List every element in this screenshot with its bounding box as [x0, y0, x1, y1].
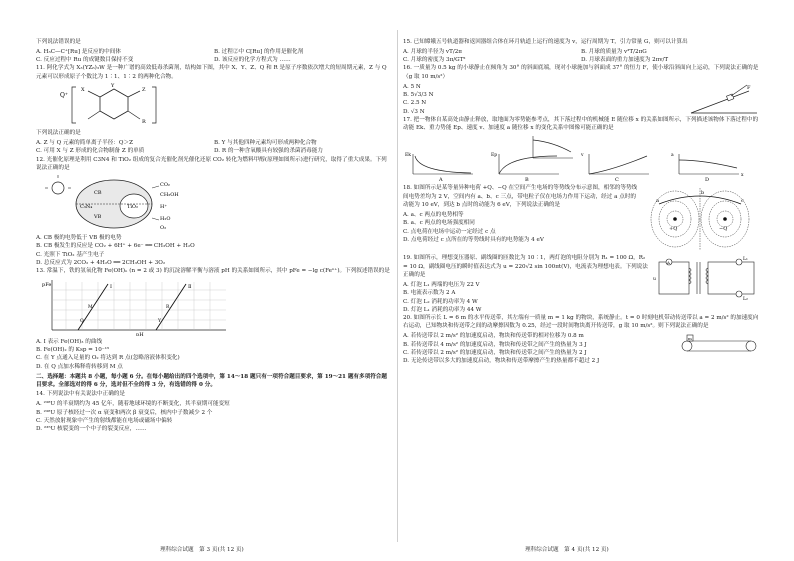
q15-option-b: B. 月球的质量为 v³T/2πG — [581, 48, 647, 55]
q20-option-a: A. 若传送带以 2 m/s² 的加速度启动，物块和传送带的相对位移为 0.8 m — [403, 333, 584, 340]
q17-y-d: a — [671, 153, 674, 159]
q13-stem: 13. 常温下，铁的氢氧化物 Fe(OH)ₙ (n = 2 或 3) 的沉淀溶解平衡与溶液 pH 的关系如图所示，其中 pFe = −lg c(Feⁿ⁺)。下列叙述错误的是 — [36, 268, 390, 275]
q14-options — [36, 400, 392, 433]
footer-left: 理科综合试题 第 3 页(共 12 页) — [160, 547, 244, 553]
q19-transformer-figure — [653, 254, 759, 302]
q19-option-a: A. 灯泡 L₁ 两端的电压为 22 V — [403, 281, 480, 288]
q17-label-a: A — [439, 177, 443, 183]
q11-intro: 下列说法正确的是 — [36, 130, 81, 137]
q19-option-c: C. 灯泡 L₂ 消耗的功率为 4 W — [403, 298, 478, 305]
q18-option-a: A. a、c 两点的电势相等 — [403, 211, 464, 218]
q20-option-b: B. 若传送带以 4 m/s² 的加速度启动，物块和传送带之间产生的热量为 3 J — [403, 341, 587, 348]
q11-option-d: D. R 的一种含氧酸具有较强的杀菌消毒能力 — [214, 148, 323, 155]
q18-options — [403, 211, 638, 244]
q17-label-d: D — [705, 177, 710, 183]
q12-label-h2o: H₂O — [160, 216, 171, 223]
q18-label-plus: +Q — [669, 226, 678, 233]
q13-graph-figure — [36, 278, 236, 336]
q12-options — [36, 234, 392, 267]
q16-option-a: A. 5 N — [403, 83, 421, 90]
q13-x-label: pH — [136, 331, 144, 336]
q10-option-b: B. 过程②中 C[Ru] 的作用是催化剂 — [214, 48, 304, 55]
q17-x-d: x — [741, 173, 744, 179]
q12-option-b: B. CB 极发生的反应是 CO₂ + 6H⁺ + 6e⁻ ══ CH₃OH + H₂O — [36, 243, 195, 250]
q12-option-a: A. CB 极的电势低于 VB 极的电势 — [36, 235, 122, 242]
q17-label-c: C — [615, 177, 619, 183]
q15-option-d: D. 月球表面的重力加速度为 2πv/T — [581, 57, 669, 64]
q12-label-o2: O₂ — [160, 225, 167, 232]
q18-label-b: b — [701, 190, 705, 197]
q19-label-ammeter: A — [667, 260, 670, 266]
q12-option-d: D. 总反应式为 2CO₂ + 4H₂O ══ 2CH₃OH + 3O₂ — [36, 260, 166, 267]
q12-stem: 12. 光催化原理是利用 C3N4 和 TiO₂ 组成的复合光催化剂光催化还原 CO₂ 转化为燃料甲醇(原理如图所示)进行研究，取得了重大成果。下列说法正确的是 — [36, 156, 387, 171]
q13-curve-1: Ⅰ — [110, 283, 112, 290]
q13-option-c: C. 在 Y 点通入足量的 O₂ 将达到 R 点(忽略溶液体积变化) — [36, 355, 180, 362]
q16-incline-figure — [689, 83, 759, 115]
q11-options — [36, 139, 392, 156]
q18-stem: 18. 如图所示是某等量异种电荷 +Q、−Q 在空间产生电场的等势线分布示意图，相邻的等势线间电势差均为 2 V，空间内有 a、b、c 三点，带电粒子仅在电场力作用下运动，经过 a 点时的动能为 10 eV，到达 b 点时的动能为 6 eV，下列说法正确的是 — [403, 185, 638, 209]
q19-option-d: D. 灯泡 L₁ 消耗的功率为 44 W — [403, 306, 482, 313]
q12-label-c3n4: C₃N₄ — [80, 204, 93, 211]
right-column — [403, 38, 759, 366]
q13-point-q: Q — [80, 318, 84, 324]
q17-y-a: Ek — [405, 153, 412, 159]
q11-option-b: B. Y 与其他四种元素均可形成两种化合物 — [214, 139, 317, 146]
q14-option-a: A. ²³⁸U 的半衰期约为 45 亿年，随着地球环境的不断变化，其半衰期可能变短 — [36, 401, 230, 408]
q16-force-label: F — [747, 84, 751, 91]
q17-option-a-graph — [405, 152, 473, 182]
q11-label-r: R — [142, 119, 146, 126]
q11-label-q: Q⁺ — [60, 92, 69, 100]
q10-intro: 下列说法错误的是 — [36, 39, 81, 45]
q17-option-d-graph — [671, 153, 744, 182]
q17-option-b-graph — [491, 152, 559, 182]
q12-photocatalyst-figure — [36, 174, 216, 232]
q20-mass-label: m — [688, 336, 692, 342]
q17-stem: 17. 把一物体自某高处由静止释放，取地面为零势能参考点，其下落过程中的机械能 E 随位移 x 的关系如图所示，下列描述该物体下落过程中的动能 Ek、重力势能 Ep、速度 v、加速度 a 随位移 x 的变化关系中图像可能正确的是 — [403, 116, 759, 132]
q18-option-b: B. a、c 两点的电场强度相同 — [403, 220, 475, 227]
q12-label-vb: VB — [94, 214, 102, 221]
q13-point-y: Y — [158, 318, 161, 324]
sun-icon — [52, 182, 64, 194]
q19-label-u: u — [653, 277, 656, 283]
q19-option-b: B. 电流表示数为 2 A — [403, 290, 456, 297]
q18-label-a: a — [656, 198, 659, 205]
q15-stem: 15. 已知嫦娥五号轨道器和返回器组合体在环月轨道上运行的速度为 v，运行周期为 T，引力常量 G，则可以计算出 — [403, 39, 688, 45]
left-column — [36, 38, 392, 434]
q18-option-d: D. 点电荷经过 c 点所在的等势线时具有的电势能为 4 eV — [403, 236, 544, 243]
q11-option-a: A. Z 与 Q 元素的简单离子半径：Q＞Z — [36, 139, 134, 146]
q12-label-ch3oh: CH₃OH — [160, 192, 179, 199]
q13-y-label: pFe — [42, 281, 52, 288]
q13-curve-2: Ⅱ — [188, 283, 192, 290]
q14-stem: 14. 下列说法中有关说法中正确的是 — [36, 391, 125, 398]
q12-label-h-plus: H⁺ — [160, 204, 167, 211]
q13-option-d: D. 在 Q 点加水稀释将转移到 M 点 — [36, 363, 123, 370]
q11-stem: 11. 阿化学式为 X₃(YZ₆)₃W 是一种广谱的高效低毒杀菌剂，结构如下图，其中 X、Y、Z、Q 和 R 是原子序数依次增大的短周期元素，Z 与 Q 元素可以形成原子个数比为 1∶1、1∶2 的两种化合物。 — [36, 65, 387, 80]
q12-label-tio2: TiO₂ — [127, 204, 139, 211]
q15-option-c: C. 月球的密度为 3π/GT² — [403, 57, 466, 64]
q17-main-graph — [533, 136, 573, 158]
q16-option-c: C. 2.5 N — [403, 100, 427, 107]
q13-options — [36, 338, 392, 371]
q13-option-a: A. Ⅰ 表示 Fe(OH)₃ 的曲线 — [36, 338, 103, 345]
q18-label-minus: −Q — [719, 226, 728, 233]
q12-label-co2: CO₂ — [160, 182, 170, 189]
q17-y-c: v — [581, 153, 584, 159]
q12-label-cb: CB — [94, 190, 102, 197]
q16-option-b: B. 5√3/3 N — [403, 91, 434, 98]
q11-structure-figure — [36, 83, 196, 127]
q12-option-c: C. 光照下 TiO₂ 基产生电子 — [36, 251, 105, 258]
q11-label-y: Y — [111, 83, 115, 90]
q11-option-c: C. 可用 X 与 Z 形成的化合物制备 Z 的单质 — [36, 148, 145, 155]
q10-option-d: D. 该反应的化学方程式为 …… — [214, 57, 291, 64]
q19-options — [403, 281, 648, 314]
q14-option-b: B. ²³⁸U 原子核经过一次 α 衰变和两次 β 衰变后，核内中子数减少 2 个 — [36, 409, 213, 416]
q15-option-a: A. 月球的半径为 vT/2π — [403, 48, 462, 55]
q19-label-l1: L₁ — [743, 257, 748, 263]
q18-equipotential-figure — [641, 184, 759, 254]
q14-option-d: D. ²³⁵U 核裂变的一个中子的裂变反应，…… — [36, 426, 147, 433]
q11-label-x: X — [81, 87, 85, 94]
q15-options — [403, 48, 759, 65]
q10-option-a: A. H₃C—C⁺[Ru] 是反应的中间体 — [36, 48, 121, 55]
q20-stem: 20. 如图所示长 L = 6 m 的水平传送带，其左端有一质量 m = 1 kg 的物块，系统静止。t = 0 时刻电机带动传送带以 a = 2 m/s² 的加速度向右运动，已知物块和传送带之间的动摩擦因数为 0.25，经过一段时间物块离开传送带，g 取 10 m/s²。则下列说法正确的是 — [403, 315, 759, 330]
q13-point-m: M — [88, 304, 93, 310]
q14-option-c: C. 天然放射现象中产生的射线都能在电场或磁场中偏转 — [36, 417, 173, 424]
q19-label-l2: L₂ — [743, 297, 748, 303]
q17-option-c-graph — [580, 153, 649, 182]
q10-option-c: C. 反应过程中 Ru 的成键数目保持不变 — [36, 57, 134, 64]
q17-y-b: Ep — [491, 153, 498, 159]
q17-label-b: B — [525, 177, 529, 183]
q11-label-z: Z — [142, 87, 146, 94]
column-divider — [397, 30, 398, 542]
q16-option-d: D. √3 N — [403, 108, 425, 115]
q16-options — [403, 83, 523, 116]
q13-option-b: B. Fe(OH)₂ 的 Ksp = 10⁻¹⁵ — [36, 346, 110, 353]
q20-conveyor-figure — [679, 332, 759, 354]
q17-energy-graphs — [403, 134, 759, 182]
q20-options — [403, 332, 673, 365]
q20-option-d: D. 无论传送带以多大的加速度启动，物块和传送带摩擦产生的热量都不超过 2 J — [403, 358, 600, 365]
q10-options — [36, 48, 392, 65]
q16-stem: 16. 一质量为 0.5 kg 的小球静止在倾角为 30° 的斜面底端，现对小球施加与斜面成 37° 的恒力 F，使小球沿斜面向上运动，下列说法正确的是（g 取 10 m/s²） — [403, 65, 759, 80]
q20-option-c: C. 若传送带以 2 m/s² 的加速度启动，物块和传送带之间产生的热量为 2 J — [403, 349, 587, 356]
q19-stem: 19. 如图所示，理想变压器原、副线圈的匝数比为 10∶1，两灯泡的电阻分别为 R₁ = 100 Ω，R₂ = 10 Ω，副线圈电压的瞬时值表达式为 u = 220√2 sin 100πt(V)，电流表为理想电表。下列说法正确的是 — [403, 255, 648, 279]
footer-right: 理科综合试题 第 4 页(共 12 页) — [525, 547, 609, 553]
q18-option-c: C. 点电荷在电场中运动一定经过 c 点 — [403, 228, 496, 235]
section-2-title: 二、选择题：本题共 8 小题，每小题 6 分。在每小题给出的四个选项中，第 14～18 题只有一项符合题目要求，第 19～21 题有多项符合题目要求。全部选对的得 6 分，选对但不全的得 3 分，有选错的得 0 分。 — [36, 373, 387, 389]
q13-point-r: R — [166, 304, 170, 310]
q18-label-c: c — [741, 198, 744, 205]
